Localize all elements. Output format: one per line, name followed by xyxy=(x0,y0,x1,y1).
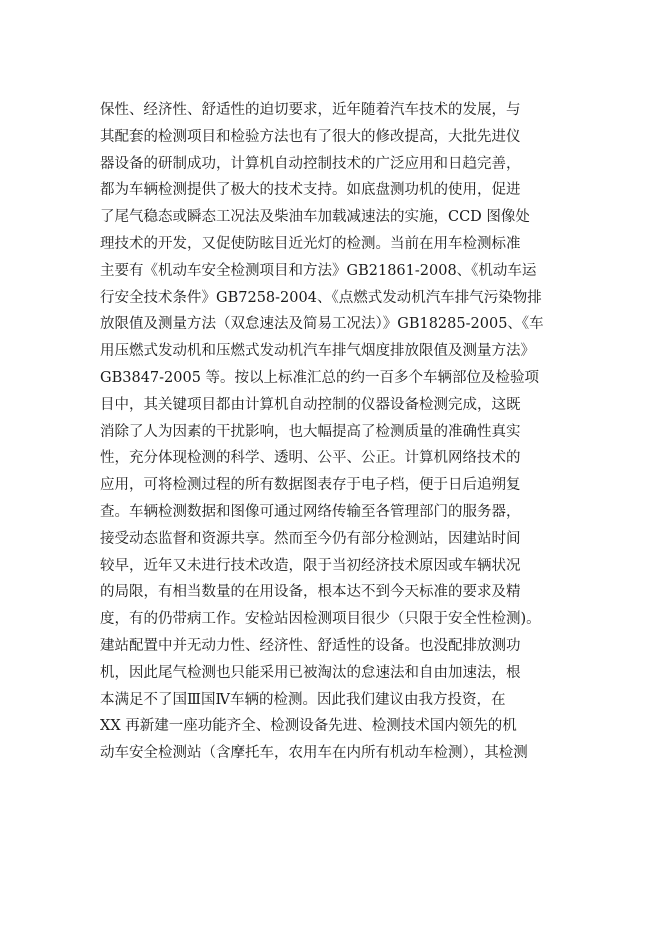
text-line: 目中，其关键项目都由计算机自动控制的仪器设备检测完成，这既 xyxy=(100,396,521,413)
text-line: 性，充分体现检测的科学、透明、公平、公正。计算机网络技术的 xyxy=(100,450,521,467)
text-line: 建站配置中并无动力性、经济性、舒适性的设备。也没配排放测功 xyxy=(100,637,521,654)
body-paragraph xyxy=(100,97,560,767)
text-line: 的局限，有相当数量的在用设备，根本达不到今天标准的要求及精 xyxy=(100,584,521,601)
text-line: 本满足不了国Ⅲ国Ⅳ车辆的检测。因此我们建议由我方投资，在 xyxy=(100,691,506,708)
text-line: 用压燃式发动机和压燃式发动机汽车排气烟度排放限值及测量方法》 xyxy=(100,343,535,360)
text-line: 动车安全检测站（含摩托车，农用车在内所有机动车检测），其检测 xyxy=(100,745,528,762)
text-line: 保性、经济性、舒适性的迫切要求，近年随着汽车技术的发展，与 xyxy=(100,102,521,118)
text-line: 接受动态监督和资源共享。然而至今仍有部分检测站，因建站时间 xyxy=(100,530,521,547)
text-line: 了尾气稳态或瞬态工况法及柴油车加载减速法的实施，CCD 图像处 xyxy=(100,209,530,226)
text-line: 消除了人为因素的干扰影响，也大幅提高了检测质量的准确性真实 xyxy=(100,423,521,440)
text-line: 机，因此尾气检测也只能采用已被淘汰的怠速法和自由加速法，根 xyxy=(100,664,521,681)
text-line: XX 再新建一座功能齐全、检测设备先进、检测技术国内领先的机 xyxy=(100,718,517,735)
text-line: 理技术的开发，又促使防眩目近光灯的检测。当前在用车检测标准 xyxy=(100,235,521,252)
text-line: GB3847-2005 等。按以上标准汇总的约一百多个车辆部位及检验项 xyxy=(100,369,540,386)
text-line: 查。车辆检测数据和图像可通过网络传输至各管理部门的服务器， xyxy=(100,503,521,520)
text-line: 较早，近年又未进行技术改造，限于当初经济技术原因或车辆状况 xyxy=(100,557,521,574)
text-line: 主要有《机动车安全检测项目和方法》GB21861-2008、《机动车运 xyxy=(100,262,537,279)
text-line: 行安全技术条件》GB7258-2004、《点燃式发动机汽车排气污染物排 xyxy=(100,289,542,306)
text-line: 其配套的检测项目和检验方法也有了很大的修改提高，大批先进仪 xyxy=(100,128,521,145)
text-line: 都为车辆检测提供了极大的技术支持。如底盘测功机的使用，促进 xyxy=(100,182,521,199)
text-line: 放限值及测量方法（双怠速法及简易工况法）》GB18285-2005、《车 xyxy=(100,316,544,333)
text-line: 度，有的仍带病工作。安检站因检测项目很少（只限于安全性检测)。 xyxy=(100,611,541,628)
text-line: 器设备的研制成功，计算机自动控制技术的广泛应用和日趋完善， xyxy=(100,155,521,172)
text-line: 应用，可将检测过程的所有数据图表存于电子档，便于日后追朔复 xyxy=(100,477,521,494)
